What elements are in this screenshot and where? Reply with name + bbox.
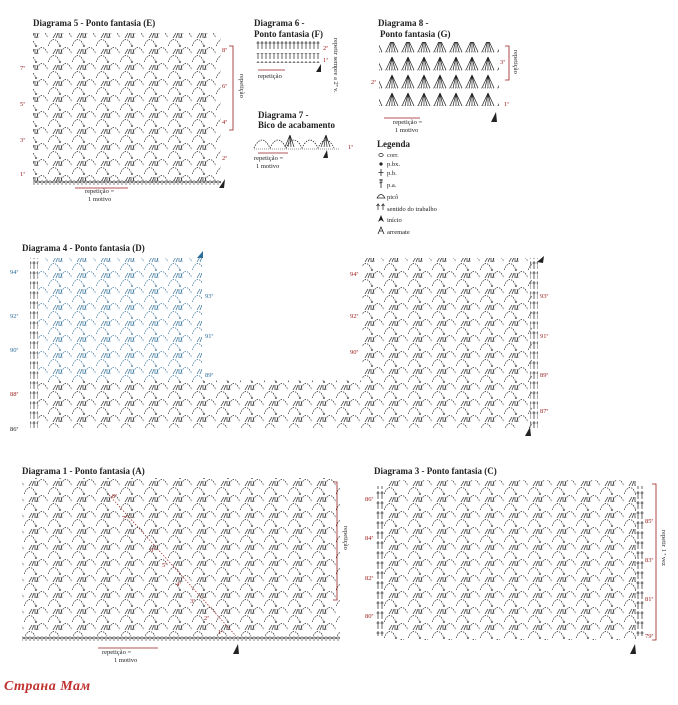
diagram-5-foundation-chain <box>33 180 221 185</box>
double-crochet-symbol-icon <box>379 179 383 188</box>
legend-item: corr. <box>387 152 399 159</box>
diagram-8-subtitle: Ponto fantasia (G) <box>380 29 451 39</box>
diagram-6-side-label: repetir sempre a 2ª v. <box>332 38 339 93</box>
diagram-3 <box>365 466 667 654</box>
diagram-6-subtitle: Ponto fantasia (F) <box>254 29 323 39</box>
legend <box>377 139 437 236</box>
diagram-1-row-label: 6ª <box>150 547 156 554</box>
diagram-8 <box>371 18 519 134</box>
diagram-1-row-label: 5ª <box>162 562 168 569</box>
diagram-1-row-label: 7ª <box>122 515 128 522</box>
diagram-3-row-label: 81ª <box>645 596 654 603</box>
diagram-1-foundation-chain <box>22 636 340 641</box>
diagram-5-repeat-bracket <box>229 46 233 130</box>
legend-title: Legenda <box>377 139 411 149</box>
legend-item: p.a. <box>387 182 397 189</box>
diagram-8-row-label: 1ª <box>504 101 510 108</box>
diagram-4-row-label: 90ª <box>10 347 19 354</box>
single-crochet-symbol-icon <box>379 169 384 176</box>
diagram-5-row-label: 6ª <box>222 83 228 90</box>
diagram-6-row-label: 2ª <box>323 45 329 52</box>
diagram-4-row-label: 94ª <box>350 271 359 278</box>
diagram-5-row-label: 2ª <box>222 155 228 162</box>
diagram-4-blue-block <box>38 258 202 380</box>
diagram-4-left-edge <box>30 258 38 428</box>
diagram-4 <box>10 243 549 436</box>
diagram-7-row-label: 1ª <box>348 144 354 151</box>
site-watermark: Страна Мам <box>4 679 91 694</box>
diagram-8-row-label: 2ª <box>371 79 377 86</box>
diagram-5-title: Diagrama 5 - Ponto fantasia (E) <box>33 18 156 28</box>
diagram-5-row-label: 7ª <box>20 65 26 72</box>
diagram-4-right-block <box>362 258 532 428</box>
diagram-5-row-label: 5ª <box>20 101 26 108</box>
diagram-1-row-label: 2ª <box>204 615 210 622</box>
diagram-1-repeat-label: repetição = <box>102 649 132 656</box>
diagram-3-row-label: 85ª <box>645 518 654 525</box>
picot-symbol-icon <box>377 195 385 199</box>
diagram-4-row-label: 86ª <box>10 426 19 433</box>
legend-item: início <box>387 217 402 224</box>
finish-arrow-icon <box>378 227 384 234</box>
diagram-1-stitch-grid <box>22 478 340 636</box>
diagram-7-title: Diagrama 7 - <box>258 110 309 120</box>
diagram-4-row-label: 93ª <box>540 293 549 300</box>
diagram-5-motif-label: 1 motivo <box>88 196 112 203</box>
diagram-5-repeat-label: repetição = <box>85 188 115 195</box>
diagram-6-title: Diagrama 6 - <box>254 18 305 28</box>
diagram-6-repeat-label: repetição <box>258 73 282 80</box>
diagram-4-row-label: 87ª <box>540 408 549 415</box>
diagram-3-row-label: 83ª <box>645 557 654 564</box>
diagram-3-right-edge <box>636 486 644 636</box>
diagram-1-motif-label: 1 motivo <box>114 657 138 664</box>
diagram-8-repeat-label: repetição = <box>393 119 423 126</box>
diagram-1-title: Diagrama 1 - Ponto fantasia (A) <box>22 466 145 476</box>
start-arrow-icon <box>233 644 239 654</box>
start-arrow-icon <box>537 256 544 263</box>
legend-item: sentido do trabalho <box>387 206 437 213</box>
diagram-4-row-label: 92ª <box>350 313 359 320</box>
start-arrow-icon <box>323 150 328 158</box>
diagram-5-row-label: 8ª <box>222 47 228 54</box>
legend-item: picô <box>387 194 399 201</box>
diagram-4-title: Diagrama 4 - Ponto fantasia (D) <box>22 243 145 253</box>
diagram-7 <box>254 110 353 170</box>
diagram-8-title: Diagrama 8 - <box>378 18 429 28</box>
start-arrow-icon <box>378 215 384 222</box>
diagram-3-title: Diagrama 3 - Ponto fantasia (C) <box>374 466 497 476</box>
diagram-5-row-label: 1ª <box>20 171 26 178</box>
diagram-8-side-label: repetição <box>512 50 519 74</box>
diagram-4-row-label: 89ª <box>540 372 549 379</box>
work-direction-icon <box>377 204 385 210</box>
diagram-3-stitch-grid <box>384 480 636 640</box>
diagram-5 <box>20 18 245 203</box>
diagram-7-repeat-label: repetição = <box>254 155 284 162</box>
diagram-3-row-label: 84ª <box>365 535 374 542</box>
diagram-8-stitch-grid <box>379 42 499 106</box>
diagram-4-right-edge <box>530 258 538 428</box>
diagram-3-row-label: 86ª <box>365 496 374 503</box>
diagram-6-stitch-row <box>256 41 320 51</box>
diagram-5-stitch-grid <box>33 33 221 181</box>
diagram-8-row-label: 3ª <box>500 59 506 66</box>
start-arrow-icon <box>491 112 497 122</box>
start-arrow-icon <box>316 64 321 72</box>
diagram-6 <box>254 18 339 93</box>
diagram-5-row-label: 4ª <box>222 119 228 126</box>
diagram-5-row-label: 3ª <box>20 137 26 144</box>
legend-item: p.b. <box>387 170 397 177</box>
diagram-4-row-label: 93ª <box>205 293 214 300</box>
diagram-4-row-label: 94ª <box>10 269 19 276</box>
diagram-7-motif-label: 1 motivo <box>256 163 280 170</box>
diagram-4-left-lower <box>38 380 202 428</box>
diagram-4-row-label: 89ª <box>205 372 214 379</box>
start-arrow-icon <box>630 644 636 654</box>
diagram-4-row-label: 91ª <box>205 333 214 340</box>
diagram-3-left-edge <box>376 486 384 636</box>
legend-item: p.bx. <box>387 161 400 168</box>
chain-symbol-icon <box>379 154 383 157</box>
diagram-3-row-label: 82ª <box>365 575 374 582</box>
diagram-4-row-label: 91ª <box>540 333 549 340</box>
diagram-1 <box>22 466 349 664</box>
slip-stitch-symbol-icon <box>379 162 382 165</box>
diagram-1-side-label: repetição <box>342 526 349 550</box>
diagram-4-row-label: 92ª <box>10 313 19 320</box>
diagram-3-row-label: 79ª <box>645 633 654 640</box>
diagram-4-row-label: 88ª <box>10 391 19 398</box>
start-arrow-icon <box>525 427 531 436</box>
start-arrow-icon <box>197 251 203 258</box>
diagram-1-row-label: 3ª <box>190 598 196 605</box>
diagram-6-row-label: 1ª <box>323 57 329 64</box>
diagram-4-center-band <box>202 380 362 428</box>
diagram-3-row-label: 80ª <box>365 613 374 620</box>
diagram-1-row-label: 4ª <box>176 581 182 588</box>
diagram-4-row-label: 90ª <box>350 349 359 356</box>
diagram-5-side-label: repetição <box>238 74 245 98</box>
diagram-1-row-label: 8ª <box>112 493 118 500</box>
diagram-6-stitch-row <box>256 53 320 63</box>
diagram-3-side-label: repetir 1 ª vez <box>660 530 667 566</box>
diagram-1-row-label: 1ª <box>218 629 224 636</box>
diagram-7-subtitle: Bico de acabamento <box>258 120 335 130</box>
legend-item: arremate <box>387 229 410 236</box>
diagram-8-motif-label: 1 motivo <box>395 127 419 134</box>
